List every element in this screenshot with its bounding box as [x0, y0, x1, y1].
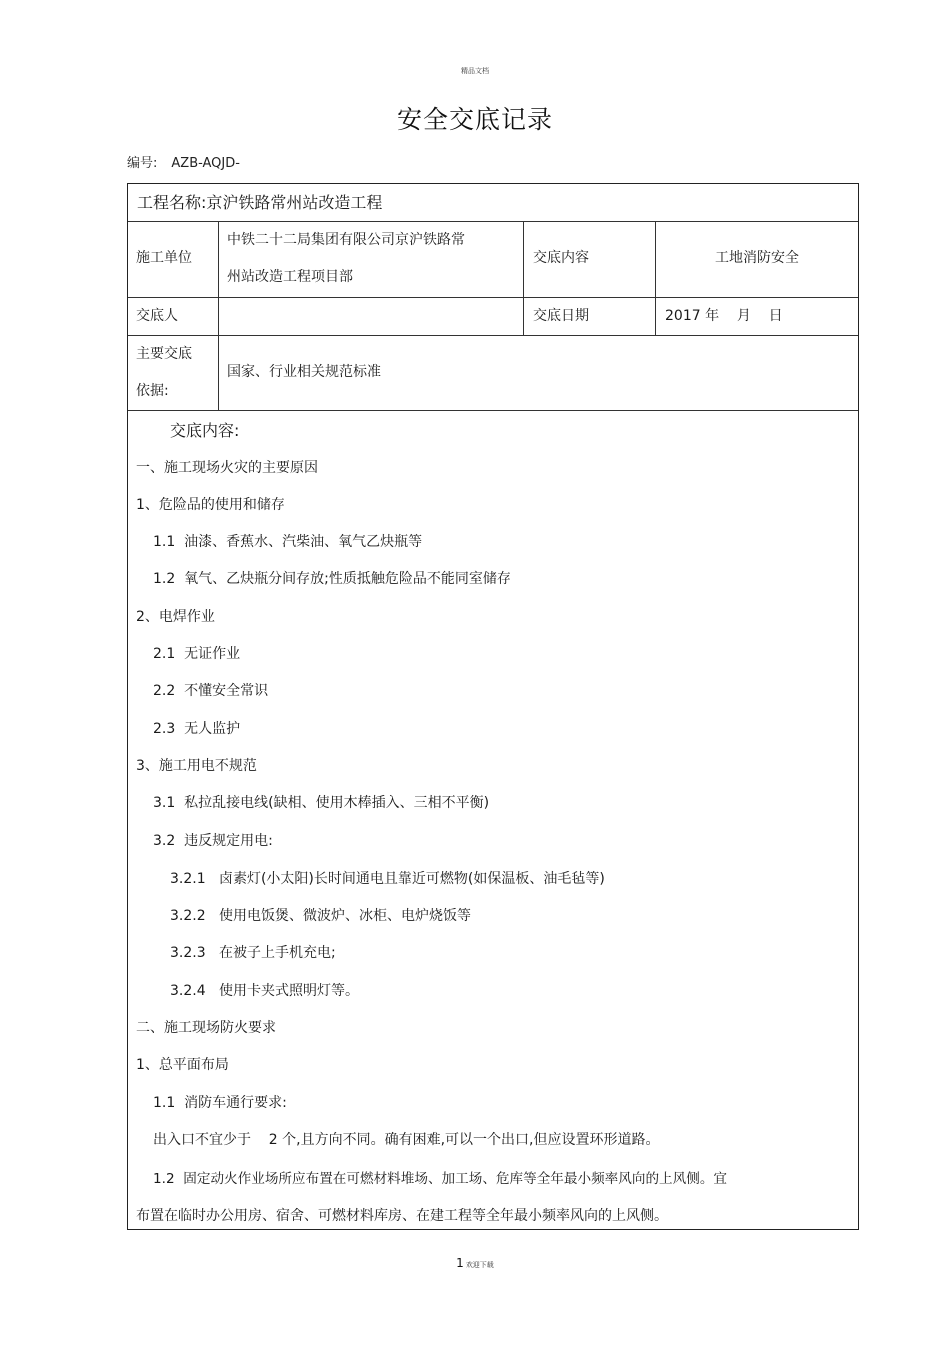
- content-line: 1.2 氧气、乙炔瓶分间存放;性质抵触危险品不能同室储存: [153, 571, 511, 587]
- project-name-label: 工程名称:: [137, 193, 207, 212]
- project-name: 京沪铁路常州站改造工程: [206, 193, 383, 212]
- document-code: [127, 152, 240, 171]
- footer-text: 欢迎下载: [465, 1261, 494, 1269]
- content-line: 3.2 违反规定用电:: [153, 833, 273, 849]
- basis-label-line1: 主要交底: [136, 346, 192, 362]
- unit-value-line2: 州站改造工程项目部: [227, 269, 353, 285]
- content-value: 工地消防安全: [715, 250, 799, 266]
- content-line: 2.3 无人监护: [153, 721, 241, 737]
- page-number: 1: [456, 1256, 464, 1270]
- code-label: 编号:: [127, 156, 158, 171]
- date-label: 交底日期: [533, 308, 589, 324]
- content-line: 1.1 消防车通行要求:: [153, 1095, 287, 1111]
- content-line: 1、危险品的使用和储存: [136, 497, 285, 513]
- project-name-row: [137, 190, 382, 213]
- content-line: 1.2 固定动火作业场所应布置在可燃材料堆场、加工场、危库等全年最小频率风向的上风侧。宜: [153, 1171, 728, 1187]
- col-divider: [523, 221, 524, 335]
- content-line: 2.2 不懂安全常识: [153, 683, 269, 699]
- content-line: 1、总平面布局: [136, 1057, 229, 1073]
- unit-label: 施工单位: [136, 250, 192, 266]
- content-line: 2.1 无证作业: [153, 646, 241, 662]
- content-line: 3.1 私拉乱接电线(缺相、使用木棒插入、三相不平衡): [153, 795, 490, 811]
- row-divider: [128, 410, 858, 411]
- person-label: 交底人: [136, 308, 178, 324]
- content-heading: 交底内容:: [170, 421, 240, 440]
- row-divider: [128, 297, 858, 298]
- content-line: 1.1 油漆、香蕉水、汽柴油、氧气乙炔瓶等: [153, 534, 423, 550]
- code-value: AZB-AQJD-: [171, 156, 240, 171]
- content-label: 交底内容: [533, 250, 589, 266]
- page-footer: [0, 1256, 950, 1270]
- basis-label-line2: 依据:: [136, 383, 169, 399]
- header-watermark: 精品文档: [461, 67, 489, 75]
- content-line: 出入口不宜少于 2 个,且方向不同。确有困难,可以一个出口,但应设置环形道路。: [153, 1132, 660, 1148]
- unit-value-line1: 中铁二十二局集团有限公司京沪铁路常: [227, 232, 465, 248]
- content-line: 2、电焊作业: [136, 609, 215, 625]
- content-line: 3、施工用电不规范: [136, 758, 257, 774]
- content-line: 3.2.4 使用卡夹式照明灯等。: [170, 983, 359, 999]
- content-line: 二、施工现场防火要求: [136, 1020, 276, 1036]
- content-line: 一、施工现场火灾的主要原因: [136, 460, 318, 476]
- row-divider: [128, 335, 858, 336]
- row-divider: [128, 221, 858, 222]
- col-divider: [218, 221, 219, 410]
- document-title: 安全交底记录: [396, 105, 553, 134]
- basis-value: 国家、行业相关规范标准: [227, 364, 381, 380]
- content-line: 3.2.3 在被子上手机充电;: [170, 945, 336, 961]
- col-divider: [655, 221, 656, 335]
- content-line: 3.2.1 卤素灯(小太阳)长时间通电且靠近可燃物(如保温板、油毛毡等): [170, 871, 605, 887]
- content-line: 3.2.2 使用电饭煲、微波炉、冰柜、电炉烧饭等: [170, 908, 471, 924]
- record-table: [127, 183, 859, 1230]
- content-line: 布置在临时办公用房、宿舍、可燃材料库房、在建工程等全年最小频率风向的上风侧。: [136, 1208, 668, 1224]
- date-value: 2017 年 月 日: [665, 308, 783, 324]
